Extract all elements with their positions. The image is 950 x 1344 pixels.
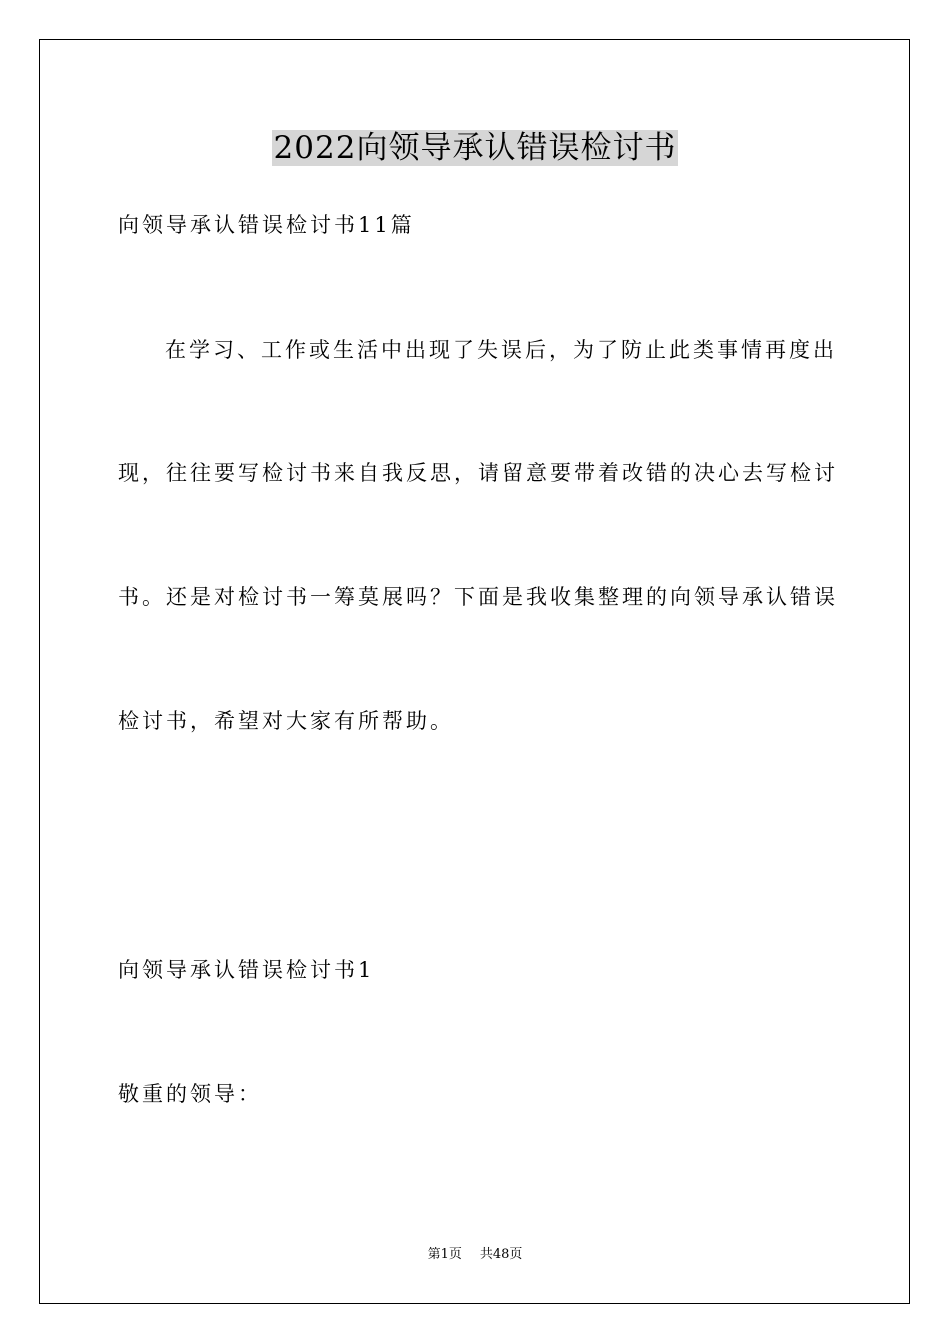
intro-line-1: 在学习、工作或生活中出现了失误后，为了防止此类事情再度出: [165, 338, 837, 362]
document-subtitle: 向领导承认错误检讨书11篇: [118, 213, 415, 237]
intro-line-3: 书。还是对检讨书一筹莫展吗？下面是我收集整理的向领导承认错误: [118, 585, 838, 609]
document-title-text: 2022向领导承认错误检讨书: [273, 130, 677, 166]
section-heading: 向领导承认错误检讨书1: [118, 958, 375, 982]
salutation: 敬重的领导：: [118, 1082, 262, 1106]
page-footer: [0, 1246, 950, 1264]
intro-line-4: 检讨书，希望对大家有所帮助。: [118, 709, 454, 733]
intro-line-2: 现，往往要写检讨书来自我反思，请留意要带着改错的决心去写检讨: [118, 461, 838, 485]
page-total: 共48页: [479, 1247, 523, 1262]
page-number: 第1页: [427, 1247, 462, 1262]
document-title: [0, 126, 950, 170]
